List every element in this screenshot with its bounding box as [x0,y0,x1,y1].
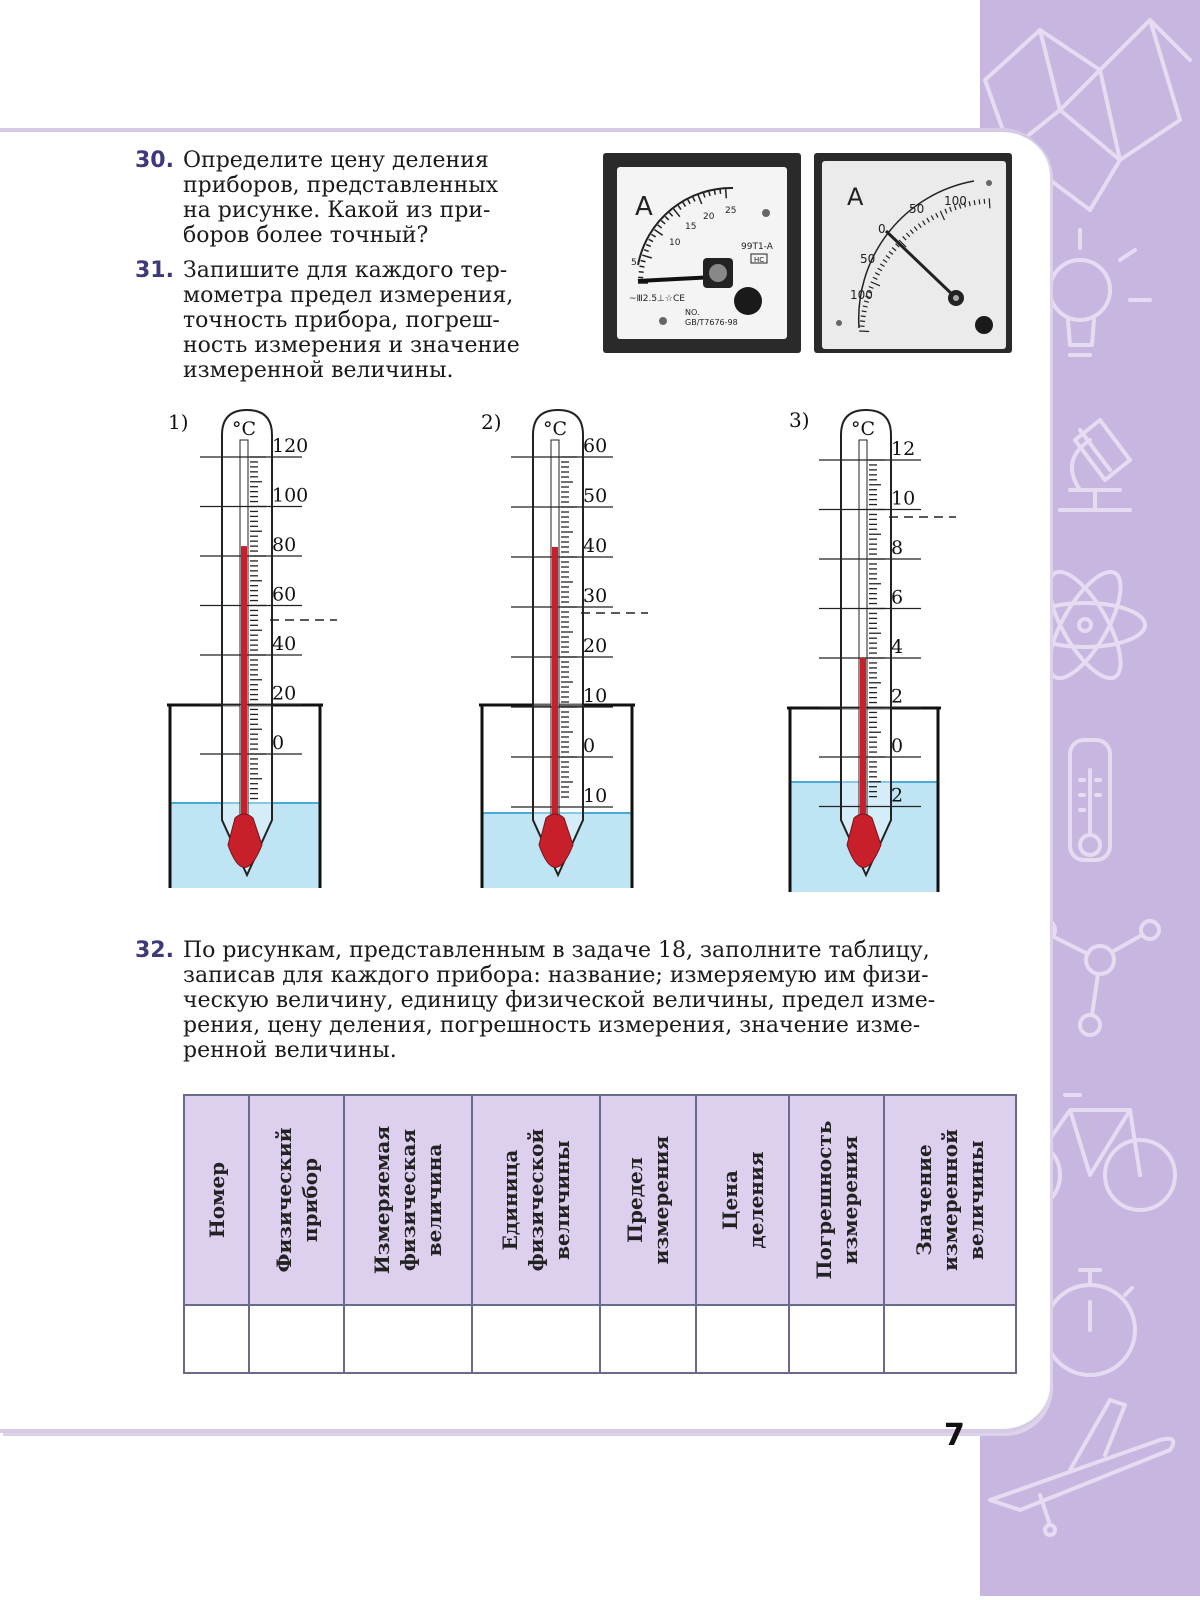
header-line: величины [549,1129,575,1272]
table-cell[interactable] [249,1305,344,1373]
tick-label: 0 [272,732,284,754]
text-line: Запишите для каждого тер- [183,258,561,283]
ammeter-1-letter: A [635,192,653,222]
header-line: Физический [271,1127,297,1272]
thermometer-1-label: 1) [168,410,189,434]
header-line: Цена [717,1151,743,1248]
header-line: Значение [911,1129,937,1271]
table-header-row [184,1095,1016,1305]
thermometer-2 [479,410,648,888]
thermometer-3-label: 3) [789,408,810,432]
table-cell[interactable] [472,1305,600,1373]
text-line: точность прибора, погреш- [183,308,561,333]
header-line: физическая [395,1126,421,1274]
header-line: измерения [648,1136,674,1265]
tick-label: 0 [583,735,595,757]
header-instrument [249,1095,344,1305]
table-row [184,1305,1016,1373]
thermometer-3 [787,410,956,892]
thermometer-1 [167,410,337,888]
header-line: прибор [297,1127,323,1272]
unit-label: °C [232,418,256,440]
text-line: на рисунке. Какой из при- [183,198,561,223]
tick-label: 10 [891,488,915,510]
task-text [183,938,1015,1063]
data-table [183,1094,1017,1374]
model-label: 99T1-A [741,242,774,252]
header-line: деления [743,1151,769,1248]
header-line: Погрешность [811,1121,837,1280]
header-line: физической [523,1129,549,1272]
tick-label: 40 [272,633,296,655]
table-cell[interactable] [789,1305,884,1373]
tick-label: 120 [272,435,308,457]
tick-label: 10 [583,785,607,807]
tick-label: 50 [860,252,875,266]
tick-label: 40 [583,535,607,557]
mercury-column [241,546,247,818]
header-line: величины [963,1129,989,1271]
tick-label: 60 [272,584,296,606]
tick-label: 50 [583,485,607,507]
tick-label: 8 [891,537,903,559]
text-line: ренной величины. [183,1038,1015,1063]
tick-label: 20 [272,683,296,705]
header-number [184,1095,249,1305]
table-cell[interactable] [600,1305,696,1373]
task-number: 31. [135,258,174,283]
tick-label: 5 [631,258,637,268]
unit-label: °C [851,418,875,440]
text-line: записав для каждого прибора: название; измеряемую им физи- [183,963,1015,988]
thermometer-2-label: 2) [481,410,502,434]
tick-label: 15 [685,222,696,232]
tick-label: 2 [891,686,903,708]
table-cell[interactable] [696,1305,789,1373]
header-line: Измеряемая [369,1126,395,1274]
header-range [600,1095,696,1305]
text-line: ческую величину, единицу физической величины, предел изме- [183,988,1015,1013]
table-cell[interactable] [344,1305,472,1373]
instrument-table [183,1094,1015,1370]
task-number: 32. [135,938,174,963]
task-number: 30. [135,148,174,173]
header-division [696,1095,789,1305]
tick-label: 0 [891,735,903,757]
tick-label: 10 [669,238,681,248]
task-32 [135,938,1015,1068]
header-line: Номер [204,1162,230,1238]
text-line: Определите цену деления [183,148,561,173]
tick-label: 4 [891,636,903,658]
ammeter-2-letter: A [847,183,864,211]
header-unit [472,1095,600,1305]
tick-label: 30 [583,585,607,607]
header-value [884,1095,1016,1305]
text-line: мометра предел измерения, [183,283,561,308]
tick-label: 0 [878,222,886,236]
text-line: рения, цену деления, погрешность измерения, значение изме- [183,1013,1015,1038]
table-cell[interactable] [884,1305,1016,1373]
mercury-column [552,547,558,818]
page-number: 7 [944,1418,965,1453]
accuracy-class-label: ~Ⅲ2.5⊥☆CE [629,294,685,304]
tick-label: 50 [909,202,924,216]
tick-label: 60 [583,435,607,457]
tick-label: 100 [944,194,967,208]
mercury-column [860,658,866,818]
table-cell[interactable] [184,1305,249,1373]
header-line: измеренной [937,1129,963,1271]
standard-label: GB/T7676-98 [685,318,738,327]
text-line: ность измерения и значение [183,333,561,358]
no-label: NO. [685,308,700,317]
header-line: Предел [622,1136,648,1265]
tick-label: 25 [725,206,736,216]
header-error [789,1095,884,1305]
text-line: измеренной величины. [183,358,561,383]
header-line: измерения [837,1121,863,1280]
header-line: величина [421,1126,447,1274]
header-line: Единица [497,1129,523,1272]
tick-label: 2 [891,785,903,807]
tick-label: 80 [272,534,296,556]
tick-label: 6 [891,587,903,609]
tick-label: 100 [850,288,873,302]
tick-label: 100 [272,485,308,507]
certification-badge: HC [754,256,764,264]
text-line: боров более точный? [183,223,561,248]
tick-label: 10 [583,685,607,707]
tick-label: 12 [891,438,915,460]
text-line: приборов, представленных [183,173,561,198]
tick-label: 20 [583,635,607,657]
header-quantity [344,1095,472,1305]
unit-label: °C [543,418,567,440]
tick-label: 20 [703,212,715,222]
text-line: По рисункам, представленным в задаче 18, заполните таблицу, [183,938,1015,963]
